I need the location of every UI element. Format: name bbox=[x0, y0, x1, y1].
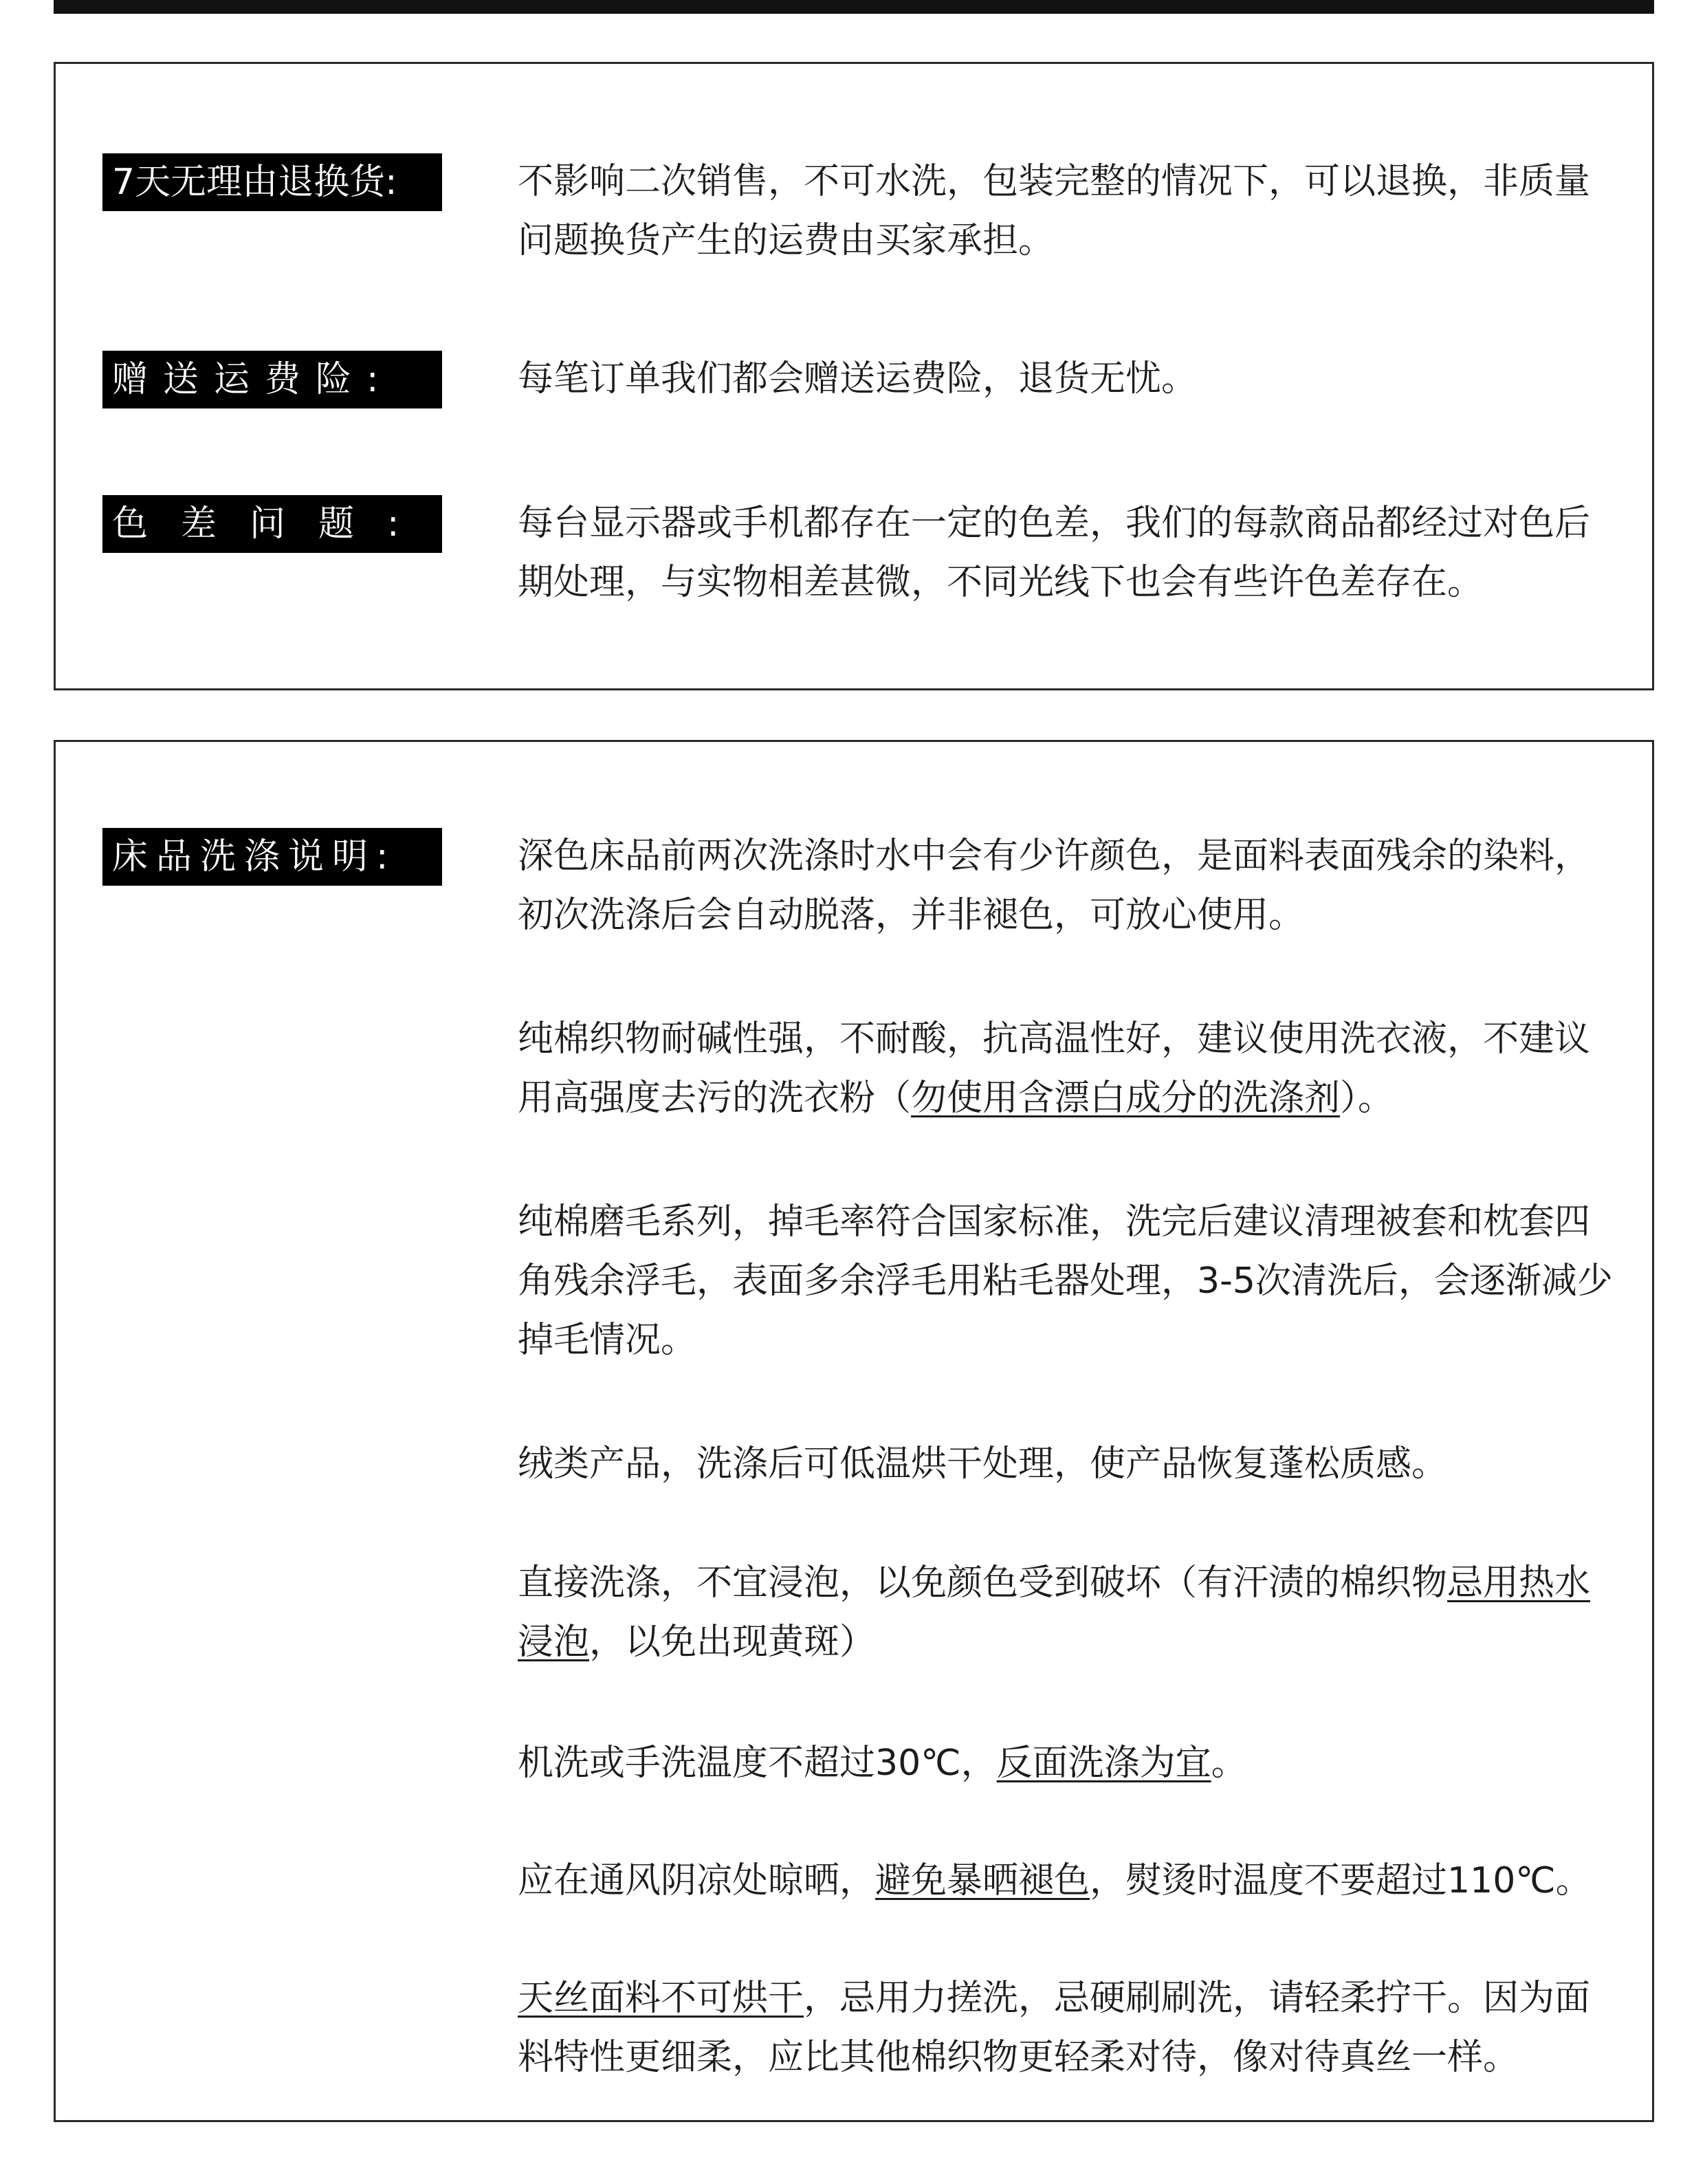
shipping-insurance-text: 每笔订单我们都会赠送运费险，退货无忧。 bbox=[518, 358, 1198, 400]
color-difference-text: 每台显示器或手机都存在一定的色差，我们的每款商品都经过对色后期处理，与实物相差甚微，不同光线下也会有些许色差存在。 bbox=[518, 503, 1591, 603]
care-paragraph-cotton-detergent: 纯棉织物耐碱性强，不耐酸，抗高温性好，建议使用洗衣液，不建议用高强度去污的洗衣粉（勿使用含漂白成分的洗涤剂）。 bbox=[518, 1018, 1591, 1119]
underlined-no-bleach: 勿使用含漂白成分的洗涤剂 bbox=[911, 1078, 1341, 1119]
care-paragraph-velvet: 绒类产品，洗涤后可低温烘干处理，使产品恢复蓬松质感。 bbox=[518, 1443, 1448, 1485]
return-policy-text: 不影响二次销售，不可水洗，包装完整的情况下，可以退换，非质量问题换货产生的运费由买家承担。 bbox=[518, 161, 1591, 261]
care-paragraph-wash-temperature: 机洗或手洗温度不超过30℃，反面洗涤为宜。 bbox=[518, 1743, 1247, 1784]
care-paragraph-brushed-cotton: 纯棉磨毛系列，掉毛率符合国家标准，洗完后建议清理被套和枕套四角残余浮毛，表面多余浮毛用粘毛器处理，3-5次清洗后，会逐渐减少掉毛情况。 bbox=[518, 1201, 1613, 1361]
policy-panel bbox=[54, 62, 1654, 690]
care-paragraph-tencel: 天丝面料不可烘干，忌用力搓洗，忌硬刷刷洗，请轻柔拧干。因为面料特性更细柔，应比其他棉织物更轻柔对待，像对待真丝一样。 bbox=[518, 1978, 1591, 2078]
underlined-wash-inside-out: 反面洗涤为宜 bbox=[996, 1743, 1211, 1784]
care-paragraph-drying: 应在通风阴凉处晾晒，避免暴晒褪色，熨烫时温度不要超过110℃。 bbox=[518, 1860, 1592, 1901]
underlined-tencel-no-dryer: 天丝面料不可烘干 bbox=[518, 1978, 804, 2019]
shipping-insurance-label: 赠送运费险: bbox=[102, 351, 442, 408]
color-difference-label: 色差问题: bbox=[102, 495, 442, 553]
care-paragraph-no-soaking: 直接洗涤，不宜浸泡，以免颜色受到破坏（有汗渍的棉织物忌用热水浸泡，以免出现黄斑） bbox=[518, 1562, 1591, 1663]
care-instructions-panel bbox=[54, 740, 1654, 2122]
care-paragraph-dark-colors: 深色床品前两次洗涤时水中会有少许颜色，是面料表面残余的染料，初次洗涤后会自动脱落，并非褪色，可放心使用。 bbox=[518, 836, 1591, 936]
underlined-avoid-sun: 避免暴晒褪色 bbox=[875, 1860, 1090, 1901]
underlined-no-hot-water: 忌用热水浸泡 bbox=[518, 1562, 1591, 1663]
care-instructions-label: 床品洗涤说明: bbox=[102, 828, 442, 886]
top-divider-bar bbox=[54, 0, 1654, 14]
return-policy-label: 7天无理由退换货: bbox=[102, 153, 442, 211]
